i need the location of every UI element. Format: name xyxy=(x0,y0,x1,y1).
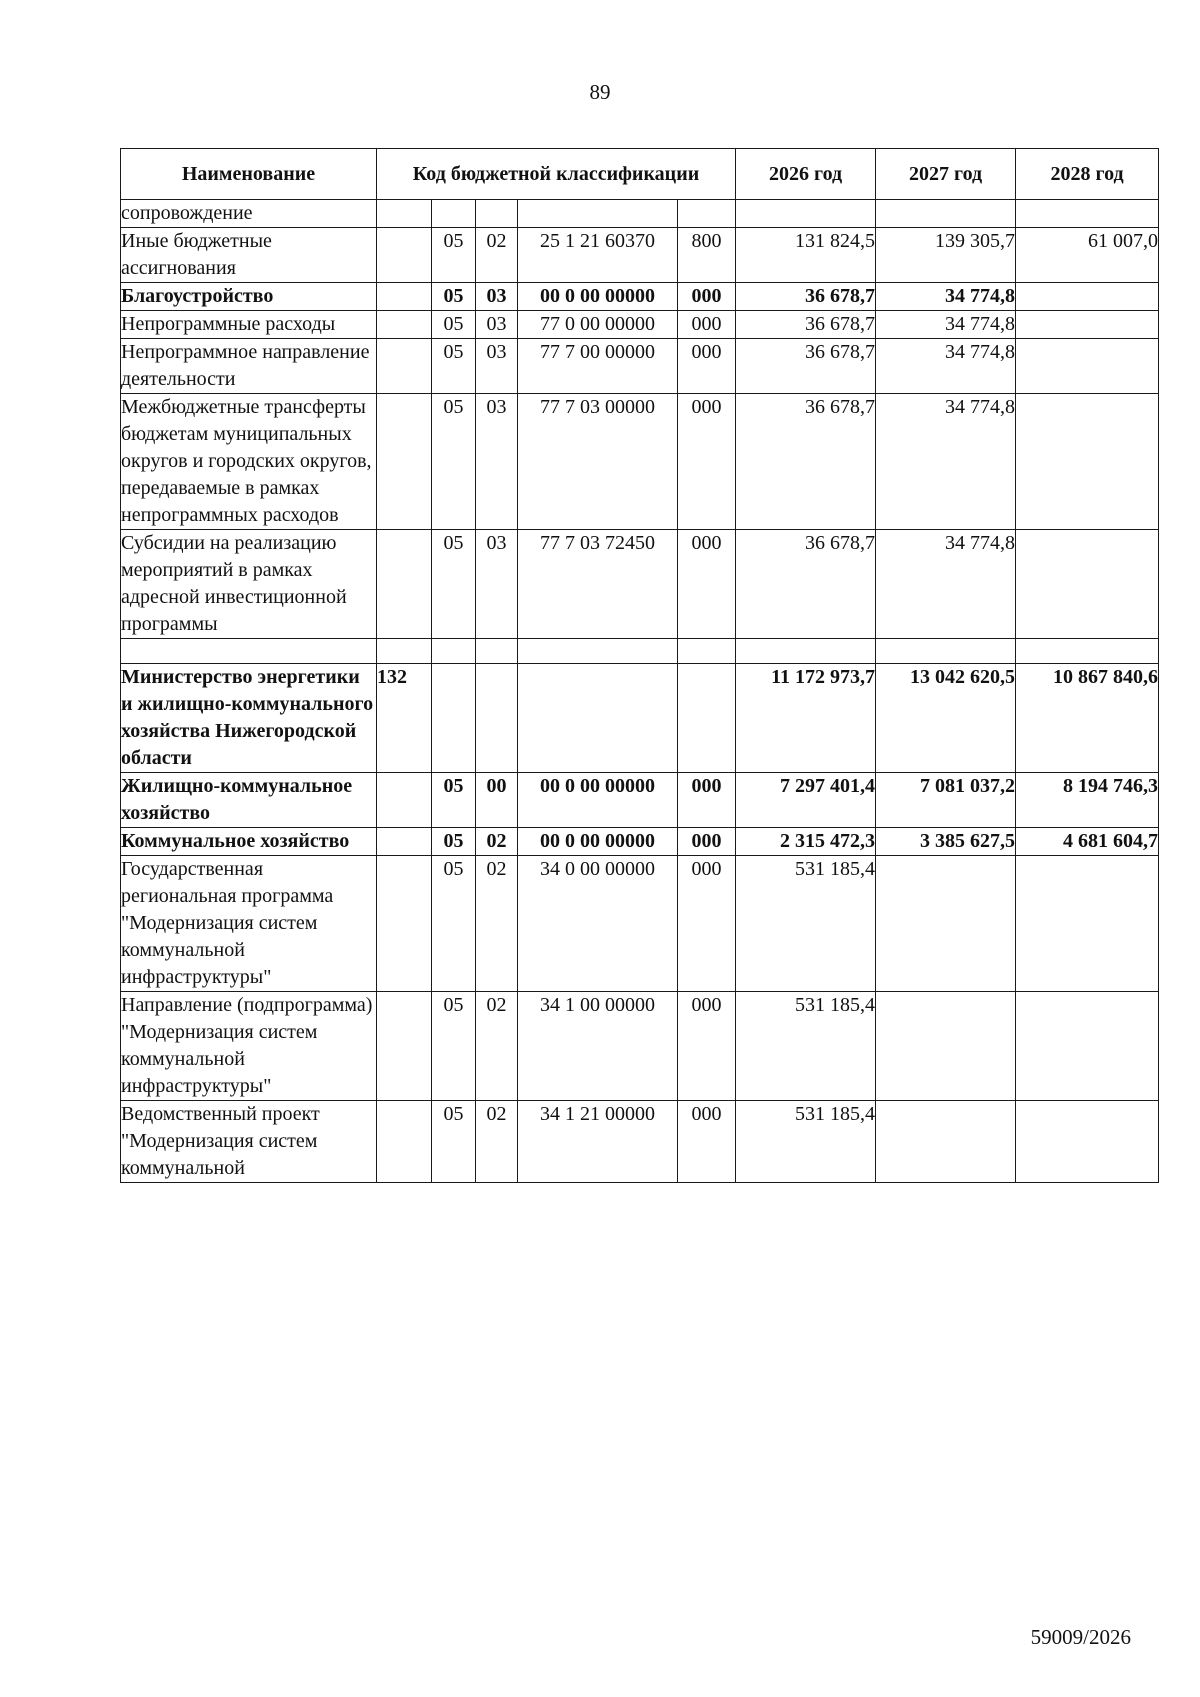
cell-grbs-code: 132 xyxy=(377,664,432,773)
cell-target-article: 77 7 03 72450 xyxy=(518,530,678,639)
cell-name xyxy=(121,639,377,664)
cell-expense-type xyxy=(678,664,736,773)
cell-target-article xyxy=(518,639,678,664)
cell-target-article: 77 7 00 00000 xyxy=(518,339,678,394)
cell-name: Непрограммное направление деятельности xyxy=(121,339,377,394)
cell-2026: 531 185,4 xyxy=(736,1101,876,1183)
cell-2028 xyxy=(1016,283,1159,311)
cell-target-article: 00 0 00 00000 xyxy=(518,773,678,828)
cell-grbs-code xyxy=(377,530,432,639)
header-2028: 2028 год xyxy=(1016,149,1159,200)
table-row xyxy=(121,856,1159,992)
cell-section-code: 05 xyxy=(432,530,476,639)
cell-2028 xyxy=(1016,992,1159,1101)
cell-2027: 34 774,8 xyxy=(876,339,1016,394)
cell-subsection-code: 02 xyxy=(476,828,518,856)
cell-grbs-code xyxy=(377,200,432,228)
cell-2026: 531 185,4 xyxy=(736,856,876,992)
cell-2027 xyxy=(876,200,1016,228)
cell-grbs-code xyxy=(377,1101,432,1183)
cell-subsection-code: 03 xyxy=(476,283,518,311)
cell-2026: 11 172 973,7 xyxy=(736,664,876,773)
cell-2026: 36 678,7 xyxy=(736,283,876,311)
cell-2028 xyxy=(1016,639,1159,664)
cell-2028 xyxy=(1016,311,1159,339)
cell-expense-type: 000 xyxy=(678,311,736,339)
cell-subsection-code: 03 xyxy=(476,394,518,530)
cell-section-code: 05 xyxy=(432,283,476,311)
cell-2026: 7 297 401,4 xyxy=(736,773,876,828)
table-row xyxy=(121,283,1159,311)
cell-2027 xyxy=(876,992,1016,1101)
cell-subsection-code xyxy=(476,200,518,228)
cell-grbs-code xyxy=(377,639,432,664)
cell-2026: 531 185,4 xyxy=(736,992,876,1101)
cell-name: Благоустройство xyxy=(121,283,377,311)
cell-2026: 36 678,7 xyxy=(736,530,876,639)
cell-expense-type: 000 xyxy=(678,394,736,530)
cell-name: Иные бюджетные ассигнования xyxy=(121,228,377,283)
cell-grbs-code xyxy=(377,992,432,1101)
cell-2026: 36 678,7 xyxy=(736,311,876,339)
cell-name: Направление (подпрограмма) "Модернизация систем коммунальной инфраструктуры" xyxy=(121,992,377,1101)
cell-2027 xyxy=(876,856,1016,992)
cell-2026: 36 678,7 xyxy=(736,339,876,394)
cell-target-article: 25 1 21 60370 xyxy=(518,228,678,283)
cell-section-code: 05 xyxy=(432,339,476,394)
table-row xyxy=(121,828,1159,856)
cell-section-code xyxy=(432,200,476,228)
cell-2028: 61 007,0 xyxy=(1016,228,1159,283)
cell-expense-type xyxy=(678,200,736,228)
cell-section-code: 05 xyxy=(432,394,476,530)
cell-2028 xyxy=(1016,394,1159,530)
header-code: Код бюджетной классификации xyxy=(377,149,736,200)
cell-name: Жилищно-коммунальное хозяйство xyxy=(121,773,377,828)
cell-2028 xyxy=(1016,200,1159,228)
cell-grbs-code xyxy=(377,283,432,311)
cell-section-code: 05 xyxy=(432,828,476,856)
cell-2027: 7 081 037,2 xyxy=(876,773,1016,828)
cell-expense-type: 000 xyxy=(678,1101,736,1183)
cell-subsection-code: 03 xyxy=(476,339,518,394)
cell-name: Государственная региональная программа "Модернизация систем коммунальной инфраструктуры" xyxy=(121,856,377,992)
cell-section-code: 05 xyxy=(432,311,476,339)
table-row xyxy=(121,992,1159,1101)
cell-subsection-code xyxy=(476,639,518,664)
table-row xyxy=(121,200,1159,228)
table-row xyxy=(121,339,1159,394)
cell-expense-type: 800 xyxy=(678,228,736,283)
cell-subsection-code: 02 xyxy=(476,992,518,1101)
cell-2027: 139 305,7 xyxy=(876,228,1016,283)
cell-2026: 36 678,7 xyxy=(736,394,876,530)
cell-target-article: 77 7 03 00000 xyxy=(518,394,678,530)
cell-section-code: 05 xyxy=(432,1101,476,1183)
cell-2027 xyxy=(876,1101,1016,1183)
cell-2026 xyxy=(736,200,876,228)
cell-grbs-code xyxy=(377,394,432,530)
cell-2028: 10 867 840,6 xyxy=(1016,664,1159,773)
cell-2027: 13 042 620,5 xyxy=(876,664,1016,773)
document-code: 59009/2026 xyxy=(1030,1625,1131,1649)
cell-subsection-code: 03 xyxy=(476,530,518,639)
cell-target-article xyxy=(518,200,678,228)
cell-section-code: 05 xyxy=(432,992,476,1101)
cell-name: Коммунальное хозяйство xyxy=(121,828,377,856)
cell-target-article xyxy=(518,664,678,773)
cell-section-code xyxy=(432,639,476,664)
cell-expense-type: 000 xyxy=(678,530,736,639)
page-number: 89 xyxy=(589,80,611,104)
cell-expense-type: 000 xyxy=(678,992,736,1101)
cell-2028 xyxy=(1016,1101,1159,1183)
cell-expense-type xyxy=(678,639,736,664)
cell-expense-type: 000 xyxy=(678,339,736,394)
cell-2028 xyxy=(1016,856,1159,992)
cell-2027 xyxy=(876,639,1016,664)
cell-subsection-code xyxy=(476,664,518,773)
table-row xyxy=(121,530,1159,639)
cell-2026: 131 824,5 xyxy=(736,228,876,283)
cell-target-article: 34 1 00 00000 xyxy=(518,992,678,1101)
cell-2027: 34 774,8 xyxy=(876,283,1016,311)
cell-2028 xyxy=(1016,339,1159,394)
cell-expense-type: 000 xyxy=(678,828,736,856)
cell-name: сопровождение xyxy=(121,200,377,228)
table-row xyxy=(121,664,1159,773)
cell-name: Министерство энергетики и жилищно-коммунального хозяйства Нижегородской области xyxy=(121,664,377,773)
cell-grbs-code xyxy=(377,228,432,283)
table-row xyxy=(121,311,1159,339)
cell-expense-type: 000 xyxy=(678,773,736,828)
cell-name: Ведомственный проект "Модернизация систем коммунальной xyxy=(121,1101,377,1183)
cell-subsection-code: 00 xyxy=(476,773,518,828)
cell-section-code: 05 xyxy=(432,228,476,283)
cell-subsection-code: 02 xyxy=(476,856,518,992)
cell-subsection-code: 02 xyxy=(476,1101,518,1183)
table-header-row xyxy=(121,149,1159,200)
cell-2026 xyxy=(736,639,876,664)
cell-subsection-code: 02 xyxy=(476,228,518,283)
cell-name: Межбюджетные трансферты бюджетам муниципальных округов и городских округов, передаваемые в рамках непрограммных расходов xyxy=(121,394,377,530)
header-2026: 2026 год xyxy=(736,149,876,200)
cell-grbs-code xyxy=(377,311,432,339)
cell-target-article: 34 1 21 00000 xyxy=(518,1101,678,1183)
cell-target-article: 00 0 00 00000 xyxy=(518,283,678,311)
cell-2028: 4 681 604,7 xyxy=(1016,828,1159,856)
table-row xyxy=(121,639,1159,664)
table-row xyxy=(121,1101,1159,1183)
cell-target-article: 77 0 00 00000 xyxy=(518,311,678,339)
cell-2027: 34 774,8 xyxy=(876,311,1016,339)
cell-2027: 34 774,8 xyxy=(876,394,1016,530)
cell-section-code xyxy=(432,664,476,773)
cell-name: Непрограммные расходы xyxy=(121,311,377,339)
cell-2027: 34 774,8 xyxy=(876,530,1016,639)
cell-section-code: 05 xyxy=(432,773,476,828)
header-2027: 2027 год xyxy=(876,149,1016,200)
cell-subsection-code: 03 xyxy=(476,311,518,339)
header-name: Наименование xyxy=(121,149,377,200)
cell-expense-type: 000 xyxy=(678,283,736,311)
cell-2028: 8 194 746,3 xyxy=(1016,773,1159,828)
cell-expense-type: 000 xyxy=(678,856,736,992)
cell-target-article: 00 0 00 00000 xyxy=(518,828,678,856)
cell-grbs-code xyxy=(377,773,432,828)
cell-2026: 2 315 472,3 xyxy=(736,828,876,856)
budget-table xyxy=(120,148,1159,1183)
cell-section-code: 05 xyxy=(432,856,476,992)
cell-2028 xyxy=(1016,530,1159,639)
table-body xyxy=(121,200,1159,1183)
cell-2027: 3 385 627,5 xyxy=(876,828,1016,856)
table-row xyxy=(121,228,1159,283)
cell-target-article: 34 0 00 00000 xyxy=(518,856,678,992)
cell-grbs-code xyxy=(377,339,432,394)
cell-grbs-code xyxy=(377,856,432,992)
table-row xyxy=(121,773,1159,828)
cell-grbs-code xyxy=(377,828,432,856)
cell-name: Субсидии на реализацию мероприятий в рамках адресной инвестиционной программы xyxy=(121,530,377,639)
table-row xyxy=(121,394,1159,530)
